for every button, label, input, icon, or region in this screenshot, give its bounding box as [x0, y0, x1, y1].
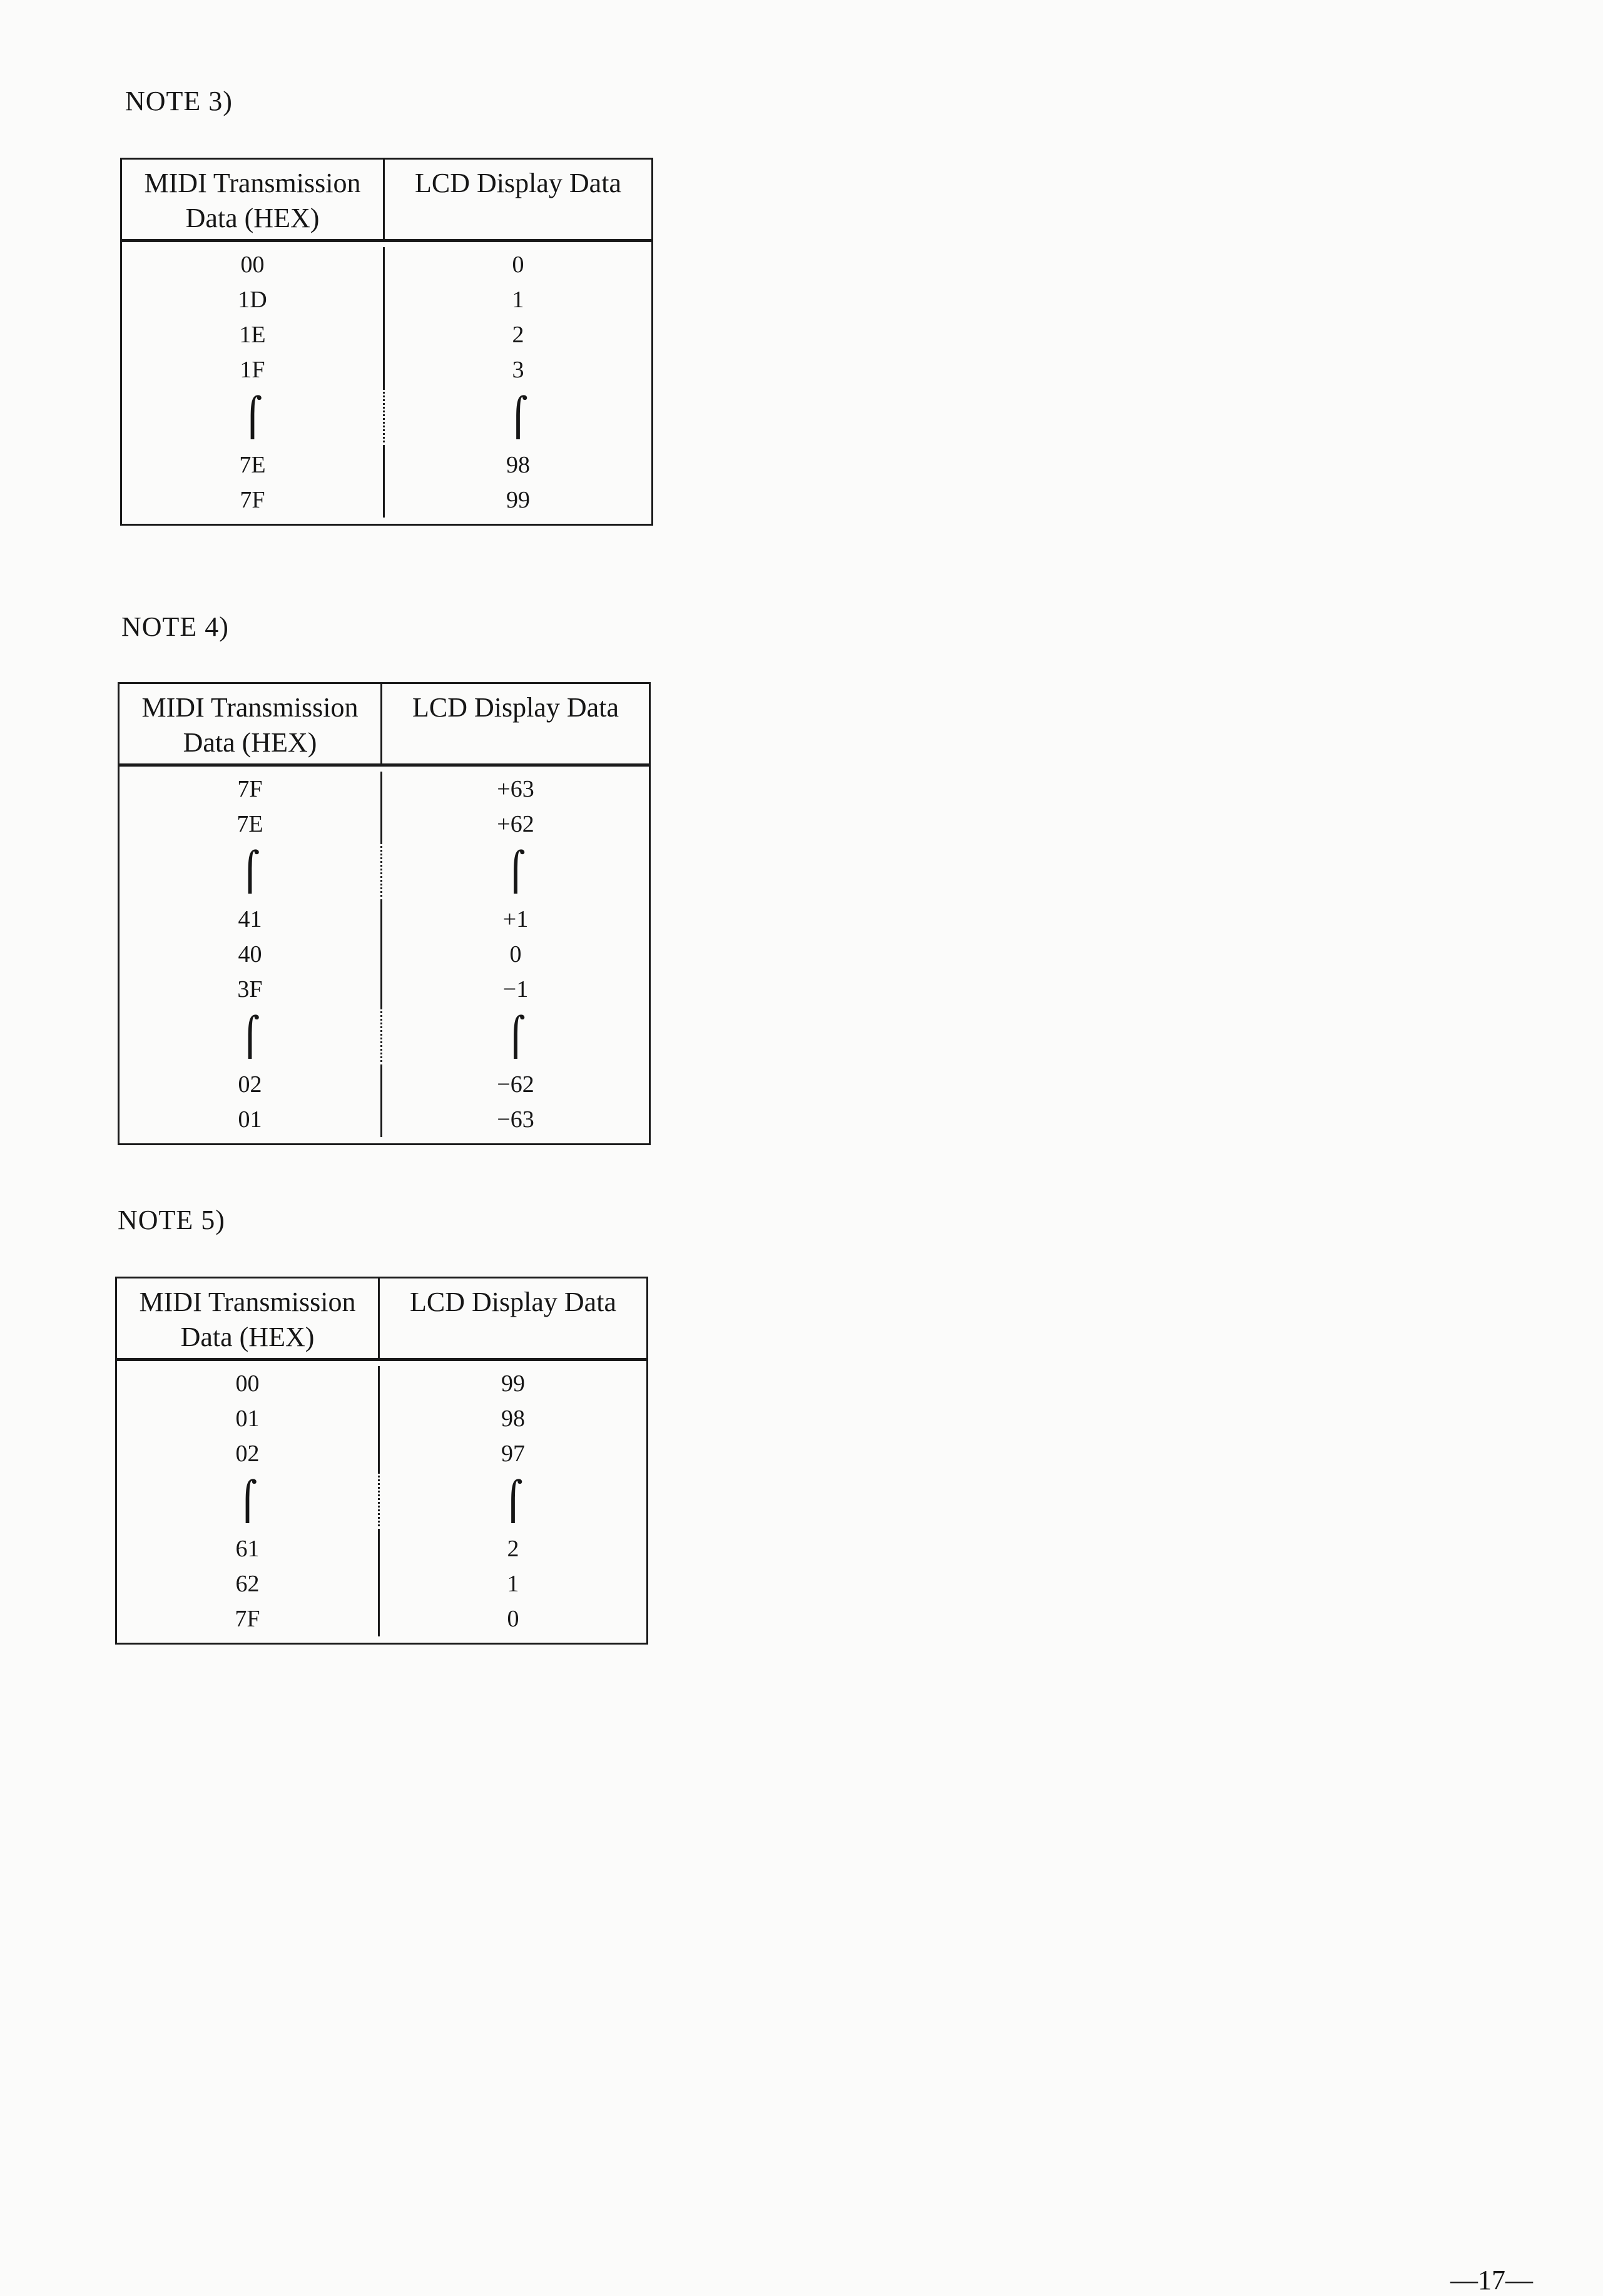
lcd-value: 98 [506, 452, 530, 478]
omission-mark: ⌠ [120, 1007, 382, 1067]
hex-value: 41 [120, 902, 382, 937]
lcd-value: +63 [497, 776, 534, 802]
note-3-title: NOTE 3) [125, 86, 233, 116]
lcd-value: 2 [512, 322, 524, 348]
lcd-value: +1 [502, 906, 529, 932]
table-row [120, 1102, 649, 1137]
lcd-value: 0 [512, 252, 524, 278]
table-row [120, 1067, 649, 1102]
lcd-value: 2 [507, 1536, 519, 1562]
omission-mark: ⌠ [117, 1471, 380, 1531]
table-row [120, 772, 649, 807]
omission-mark: ⌠ [506, 850, 526, 894]
lcd-value: 1 [507, 1571, 519, 1597]
hex-value: 00 [117, 1366, 380, 1401]
note-5-table [115, 1277, 648, 1645]
lcd-value: +62 [497, 811, 534, 837]
lcd-value: 1 [512, 287, 524, 313]
note-3-table [120, 158, 653, 526]
hex-value: 02 [120, 1067, 382, 1102]
note-4-table [118, 682, 651, 1145]
lcd-value: 0 [507, 1606, 519, 1632]
lcd-value: −63 [497, 1106, 534, 1133]
table-row [122, 247, 651, 282]
table-row [117, 1436, 646, 1471]
table-row [117, 1531, 646, 1566]
hex-value: 61 [117, 1531, 380, 1566]
omission-row [118, 1007, 651, 1067]
table-row [117, 1401, 646, 1436]
table-row [117, 1366, 646, 1401]
page-number: —17— [1450, 2265, 1533, 2295]
table-row [122, 317, 651, 352]
hex-value: 01 [120, 1102, 382, 1137]
lcd-value: 0 [509, 941, 522, 967]
hex-value: 7F [122, 482, 385, 518]
lcd-value: −62 [497, 1071, 534, 1098]
header-lcd-display: LCD Display Data [412, 692, 619, 723]
hex-value: 7F [117, 1601, 380, 1636]
omission-row [115, 1471, 648, 1531]
omission-mark: ⌠ [508, 395, 528, 439]
hex-value: 02 [117, 1436, 380, 1471]
hex-value: 00 [122, 247, 385, 282]
table-row [120, 937, 649, 972]
table-row [117, 1601, 646, 1636]
table-row [120, 972, 649, 1007]
table-header [120, 684, 649, 767]
header-midi-transmission: MIDI Transmission Data (HEX) [120, 684, 382, 763]
header-lcd-display: LCD Display Data [415, 168, 621, 198]
omission-row [120, 387, 653, 447]
omission-mark: ⌠ [120, 842, 382, 902]
table-row [117, 1566, 646, 1601]
hex-value: 7E [122, 447, 385, 482]
table-row [122, 352, 651, 387]
hex-value: 1D [122, 282, 385, 317]
header-midi-transmission: MIDI Transmission Data (HEX) [117, 1278, 380, 1358]
omission-row [118, 842, 651, 902]
omission-mark: ⌠ [506, 1015, 526, 1059]
header-midi-transmission: MIDI Transmission Data (HEX) [122, 160, 385, 239]
hex-value: 62 [117, 1566, 380, 1601]
table-row [120, 807, 649, 842]
table-header [117, 1278, 646, 1361]
lcd-value: 99 [501, 1370, 525, 1397]
omission-mark: ⌠ [503, 1479, 523, 1523]
table-row [120, 902, 649, 937]
lcd-value: 3 [512, 357, 524, 383]
note-4-title: NOTE 4) [121, 611, 229, 642]
lcd-value: 99 [506, 487, 530, 513]
note-5-title: NOTE 5) [118, 1205, 225, 1235]
hex-value: 01 [117, 1401, 380, 1436]
lcd-value: −1 [502, 976, 529, 1003]
table-row [122, 482, 651, 518]
omission-mark: ⌠ [122, 387, 385, 447]
lcd-value: 97 [501, 1441, 525, 1467]
header-lcd-display: LCD Display Data [410, 1287, 616, 1317]
hex-value: 7F [120, 772, 382, 807]
hex-value: 40 [120, 937, 382, 972]
hex-value: 1F [122, 352, 385, 387]
lcd-value: 98 [501, 1406, 525, 1432]
table-row [122, 447, 651, 482]
table-header [122, 160, 651, 242]
hex-value: 1E [122, 317, 385, 352]
hex-value: 3F [120, 972, 382, 1007]
hex-value: 7E [120, 807, 382, 842]
table-row [122, 282, 651, 317]
